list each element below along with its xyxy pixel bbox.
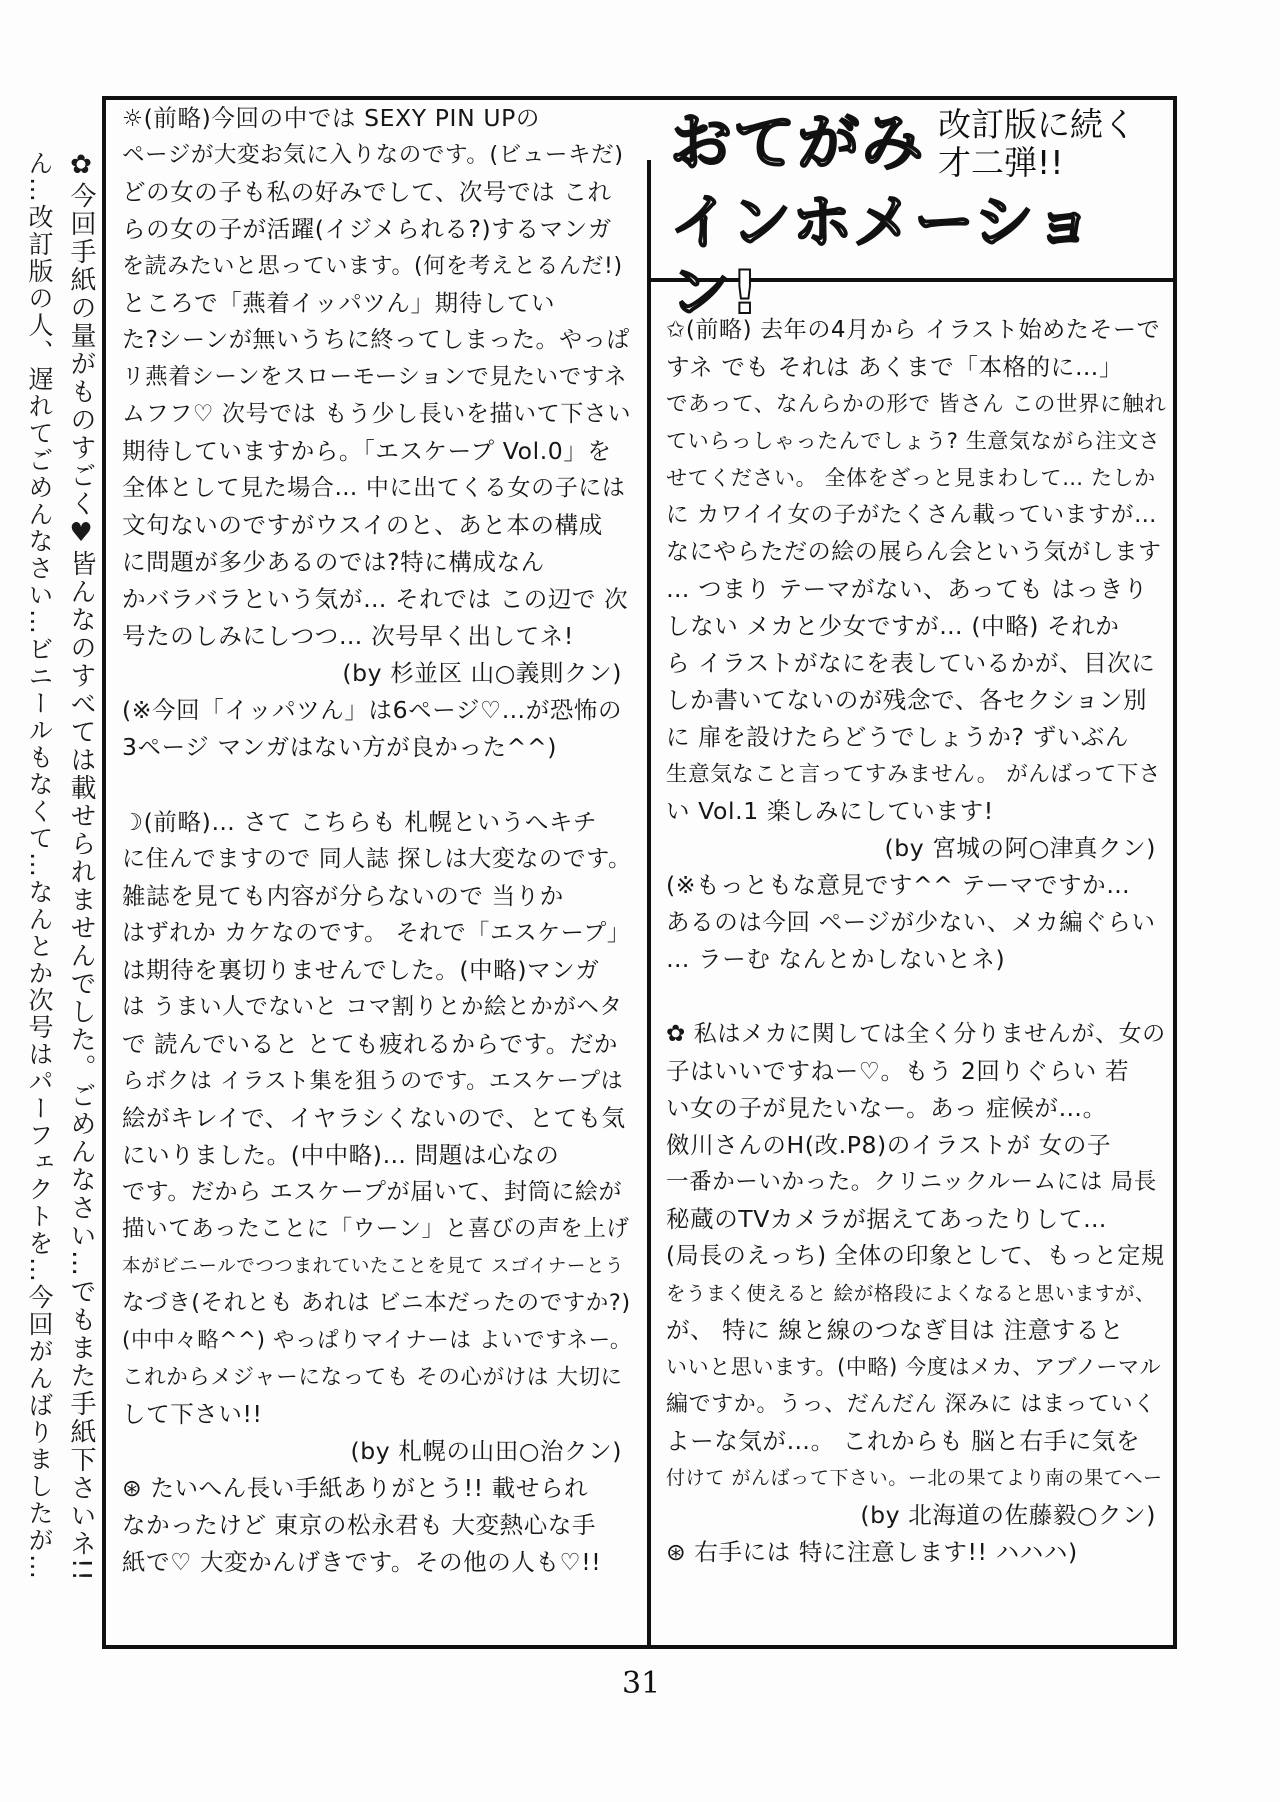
left-column [122, 100, 632, 1581]
editor-reply: ⊛ 右手には 特に注意します!! ハハハ) [666, 1538, 1078, 1566]
text-line: で 読んでいると とても疲れるからです。だか [122, 1030, 619, 1058]
text-line: に住んでますので 同人誌 探しは大変なのです。 [122, 846, 632, 872]
text-line: ☽(前略)… さて こちらも 札幌というへキチ [122, 808, 598, 836]
text-line: なづき(それとも あれは ビニ本だったのですか?) [122, 1290, 631, 1316]
text-line: … つまり テーマがない、あっても はっきり [666, 575, 1148, 603]
text-line: が、 特に 線と線のつなぎ目は 注意すると [666, 1316, 1125, 1344]
text-line: をうまく使えると 絵が格段によくなると思いますが、 [666, 1282, 1156, 1305]
text-line: は期待を裏切りませんでした。(中略)マンガ [122, 956, 600, 984]
text-line: 傚川さんのH(改.P8)のイラストが 女の子 [666, 1131, 1112, 1159]
text-line: ✿ 私はメカに関しては全く分りませんが、女の [666, 1021, 1166, 1047]
text-line: ☼(前略)今回の中では SEXY PIN UPの [122, 104, 540, 132]
text-line: 全体として見た場合… 中に出てくる女の子には [122, 475, 626, 501]
text-line: に問題が多少あるのでは?特に構成なん [122, 548, 545, 576]
text-line: ムフフ♡ 次号では もう少し長いを描いて下さい [122, 401, 632, 427]
text-line: せてください。 全体をざっと見まわして… たしか [666, 466, 1156, 490]
text-line: であって、なんらかの形で 皆さん この世界に触れ [666, 392, 1167, 417]
editor-reply: あるのは今回 ページが少ない、メカ編ぐらい [666, 908, 1156, 936]
text-line: い女の子が見たいなー。あっ 症候が…。 [666, 1094, 1107, 1122]
editor-reply: ⊛ たいへん長い手紙ありがとう!! 載せられ [122, 1474, 589, 1502]
text-line: よーな気が…。 これからも 脳と右手に気を [666, 1427, 1141, 1455]
text-line: た?シーンが無いうちに終ってしまった。やっぱ [122, 327, 630, 353]
text-line: 本がビニールでつつまれていたことを見て スゴイナーとう [122, 1256, 625, 1277]
text-line: に カワイイ女の子がたくさん載っていますが… [666, 502, 1158, 528]
editor-reply: なかったけど 東京の松永君も 大変熱心な手 [122, 1511, 597, 1539]
text-line: 雑誌を見ても内容が分らないので 当りか [122, 882, 564, 910]
text-line: リ燕着シーンをスローモーションで見たいですネ [122, 364, 628, 390]
column-divider [647, 160, 651, 1649]
text-line: 生意気なこと言ってすみません。 がんばって下さ [666, 762, 1161, 787]
text-line: 子はいいですねー♡。もう 2回りぐらい 若 [666, 1057, 1130, 1085]
text-line: 編ですか。うっ、だんだん 深みに はまっていく [666, 1392, 1156, 1417]
text-line: です。だから エスケープが届いて、封筒に絵が [122, 1179, 623, 1205]
text-line: らの女の子が活躍(イジメられる?)するマンガ [122, 215, 612, 243]
text-line: 絵がキレイで、イヤラシくないので、とても気 [122, 1104, 626, 1132]
text-line: かバラバラという気が… それでは この辺で 次 [122, 585, 629, 613]
text-line: すネ でも それは あくまで「本格的に…」 [666, 353, 1124, 381]
text-line: 一番かーいかった。クリニックルームには 局長 [666, 1169, 1157, 1195]
text-line: に 扉を設けたらどうでしょうか? ずいぶん [666, 723, 1130, 751]
page-number: 31 [622, 1666, 661, 1701]
text-line: なにやらただの絵の展らん会という気がします [666, 539, 1162, 565]
text-line: 付けて がんばって下さい。ー北の果てより南の果てへー [666, 1467, 1163, 1489]
text-line: ていらっしゃったんでしょう? 生意気ながら注文さ [666, 429, 1161, 453]
text-line: いいと思います。(中略) 今度はメカ、アブノーマル [666, 1355, 1162, 1379]
side-note-2: ん…改訂版の人、遅れてごめんなさい…ビニールもなくて…なんとか次号はパーフェクトを…今回がんばりましたが… [25, 150, 54, 1581]
title-otegami: おてがみ [670, 106, 926, 179]
text-line: して下さい!! [122, 1400, 263, 1428]
side-note-1: ✿今回手紙の量がものすごく♥皆んなのすべては載せられませんでした。ごめんなさい…でもまた手紙下さいネ!! [66, 150, 96, 1583]
text-line: にいりました。(中中略)… 問題は心なの [122, 1141, 560, 1169]
letter-2 [122, 804, 632, 1581]
title-box [650, 96, 1177, 328]
letter-3-signature: (by 宮城の阿○津真クン) [884, 834, 1156, 862]
text-line: これからメジャーになっても その心がけは 大切に [122, 1365, 623, 1390]
text-line: 描いてあったことに「ウーン」と喜びの声を上げ [122, 1216, 630, 1242]
text-line: ところで「燕着イッパツん」期待してい [122, 289, 556, 317]
text-line: ✩(前略) 去年の4月から イラスト始めたそーで [666, 317, 1161, 343]
text-line: (中中々略^^) やっぱりマイナーは よいですネー。 [122, 1328, 632, 1353]
letter-1-signature: (by 杉並区 山○義則クン) [342, 659, 622, 687]
text-line: 文句ないのですがウスイのと、あと本の構成 [122, 511, 603, 539]
right-column [666, 312, 1166, 1571]
text-line: ら イラストがなにを表しているかが、目次に [666, 649, 1156, 677]
letter-4 [666, 1016, 1166, 1571]
letter-1 [122, 100, 632, 766]
text-line: ページが大変お気に入りなのです。(ビューキだ) [122, 142, 624, 168]
letter-4-signature: (by 北海道の佐藤毅○クン) [860, 1501, 1156, 1529]
text-line: (局長のえっち) 全体の印象として、もっと定規 [666, 1243, 1165, 1269]
editor-reply: … ラーむ なんとかしないとネ) [666, 945, 1006, 973]
text-line: 期待していますから。「エスケープ Vol.0」を [122, 437, 612, 465]
letter-3 [666, 312, 1166, 978]
text-line: は うまい人でないと コマ割りとか絵とかがヘタ [122, 994, 623, 1020]
title-subtitle: 改訂版に続く 才二弾!! [938, 105, 1136, 182]
text-line: い Vol.1 楽しみにしています! [666, 797, 994, 825]
editor-reply: 3ページ マンガはない方が良かった^^) [122, 733, 557, 761]
text-line: しか書いてないのが残念で、各セクション別 [666, 686, 1148, 714]
text-line: どの女の子も私の好みでして、次号では これ [122, 178, 612, 206]
text-line: らボクは イラスト集を狙うのです。エスケープは [122, 1069, 624, 1094]
editor-reply: 紙で♡ 大変かんげきです。その他の人も♡!! [122, 1548, 602, 1576]
editor-reply: (※今回「イッパツん」は6ページ♡…が恐怖の [122, 696, 623, 724]
text-line: しない メカと少女ですが… (中略) それか [666, 612, 1120, 640]
text-line: を読みたいと思っています。(何を考えとるんだ!) [122, 254, 623, 279]
letter-2-signature: (by 札幌の山田○治クン) [350, 1437, 622, 1465]
title-information: インホメーション! [670, 188, 1095, 328]
text-line: はずれか カケなのです。 それで「エスケープ」 [122, 920, 631, 946]
editor-reply: (※もっともな意見です^^ テーマですか… [666, 871, 1131, 899]
text-line: 号たのしみにしつつ… 次号早く出してネ! [122, 622, 574, 650]
text-line: 秘蔵のTVカメラが据えてあったりして… [666, 1205, 1108, 1233]
